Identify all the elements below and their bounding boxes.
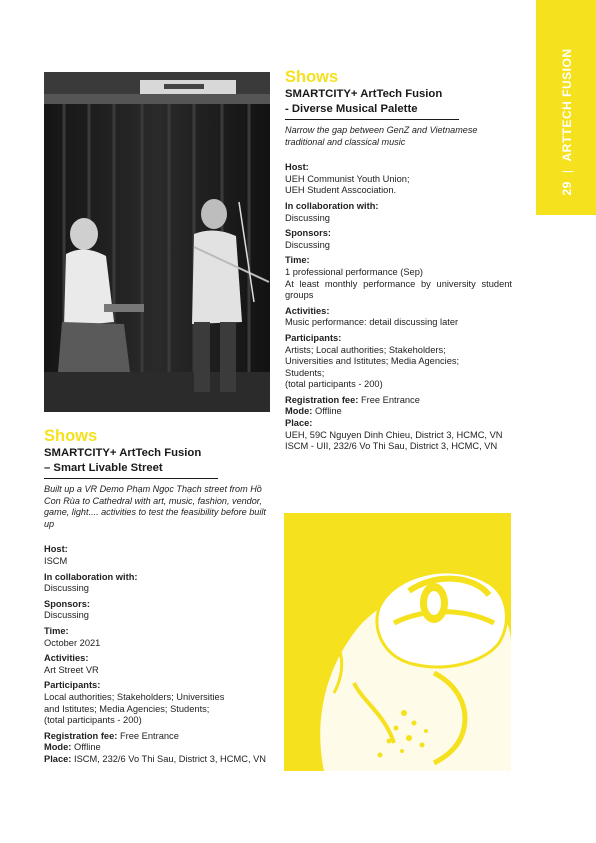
participants-line: (total participants - 200) [44, 715, 142, 726]
collab-value: Discussing [44, 583, 89, 594]
host-label: Host: [285, 162, 309, 173]
time-line: At least monthly performance by university student groups [285, 278, 512, 301]
event-title [44, 446, 274, 475]
place-label: Place: [285, 418, 313, 429]
section-name: ARTTECH FUSION [560, 48, 574, 162]
section-heading: Shows [44, 427, 98, 445]
collab-label: In collaboration with: [285, 200, 379, 211]
time-value: October 2021 [44, 637, 101, 648]
sponsors-label: Sponsors: [285, 228, 331, 239]
sponsors-value: Discussing [285, 239, 330, 250]
host-value: ISCM [44, 555, 68, 566]
participants-line: Students; [285, 367, 325, 378]
mode-label: Mode: [44, 742, 72, 753]
activities-label: Activities: [44, 653, 89, 664]
place-line: ISCM - UII, 232/6 Vo Thi Sau, District 3, HCMC, VN [285, 441, 498, 452]
vr-headset-graphic [284, 513, 511, 771]
mode-label: Mode: [285, 406, 313, 417]
collab-label: In collaboration with: [44, 571, 138, 582]
fee-row [44, 731, 274, 743]
place-line: UEH, 59C Nguyen Dinh Chieu, District 3, HCMC, VN [285, 429, 503, 440]
time-line: 1 professional performance (Sep) [285, 266, 423, 277]
performance-photo [44, 72, 270, 412]
fee-label: Registration fee: [285, 394, 359, 405]
place-label: Place: [44, 753, 72, 764]
sponsors-value: Discussing [44, 610, 89, 621]
mode-value: Offline [73, 742, 101, 753]
side-tab-separator: | [560, 169, 574, 174]
participants-line: Local authorities; Stakeholders; Universities [44, 691, 225, 702]
activities-value: Music performance: detail discussing later [285, 317, 459, 328]
place-value: ISCM, 232/6 Vo Thi Sau, District 3, HCMC, VN [74, 753, 267, 764]
event-diverse-musical-palette [285, 68, 512, 453]
place-row [44, 754, 274, 766]
section-heading: Shows [285, 68, 339, 86]
mode-row [44, 742, 274, 754]
participants-line: (total participants - 200) [285, 379, 383, 390]
participants-line: Artists; Local authorities; Stakeholders; [285, 344, 446, 355]
time-label: Time: [44, 625, 69, 636]
participants-line: and Istitutes; Media Agencies; Students; [44, 703, 210, 714]
fee-row [285, 395, 512, 407]
fee-label: Registration fee: [44, 730, 118, 741]
event-subtitle-line: - Diverse Musical Palette [285, 102, 418, 115]
fee-value: Free Entrance [360, 394, 420, 405]
fee-value: Free Entrance [119, 730, 179, 741]
mode-row [285, 406, 512, 418]
activities-value: Art Street VR [44, 664, 99, 675]
participants-label: Participants: [285, 332, 342, 343]
collab-value: Discussing [285, 212, 330, 223]
event-details [285, 162, 512, 453]
event-subtitle-line: – Smart Livable Street [44, 461, 163, 474]
event-smart-livable-street [44, 427, 274, 765]
host-line: UEH Communist Youth Union; [285, 173, 410, 184]
event-title-line: SMARTCITY+ ArtTech Fusion [285, 88, 443, 100]
host-line: UEH Student Asscociation. [285, 185, 397, 196]
activities-label: Activities: [285, 305, 330, 316]
divider [44, 478, 218, 479]
sponsors-label: Sponsors: [44, 598, 90, 609]
event-title-line: SMARTCITY+ ArtTech Fusion [44, 447, 202, 459]
participants-label: Participants: [44, 680, 101, 691]
event-title [285, 87, 512, 116]
time-label: Time: [285, 255, 310, 266]
vr-headset-illustration [284, 513, 511, 771]
participants-line: Universities and Istitutes; Media Agencies; [285, 356, 460, 367]
event-description: Narrow the gap between GenZ and Vietnamese traditional and classical music [285, 125, 478, 147]
event-description: Built up a VR Demo Phạm Ngọc Thạch street from Hồ Con Rùa to Cathedral with art, music, fashion, vendor, game, light.... activities to test the feasibility before built up [44, 484, 266, 529]
divider [285, 119, 459, 120]
host-label: Host: [44, 544, 68, 555]
side-tab-label [560, 49, 574, 196]
page-number: 29 [560, 181, 574, 196]
event-details [44, 544, 274, 765]
performance-photo-illustration [44, 72, 270, 412]
mode-value: Offline [314, 406, 342, 417]
